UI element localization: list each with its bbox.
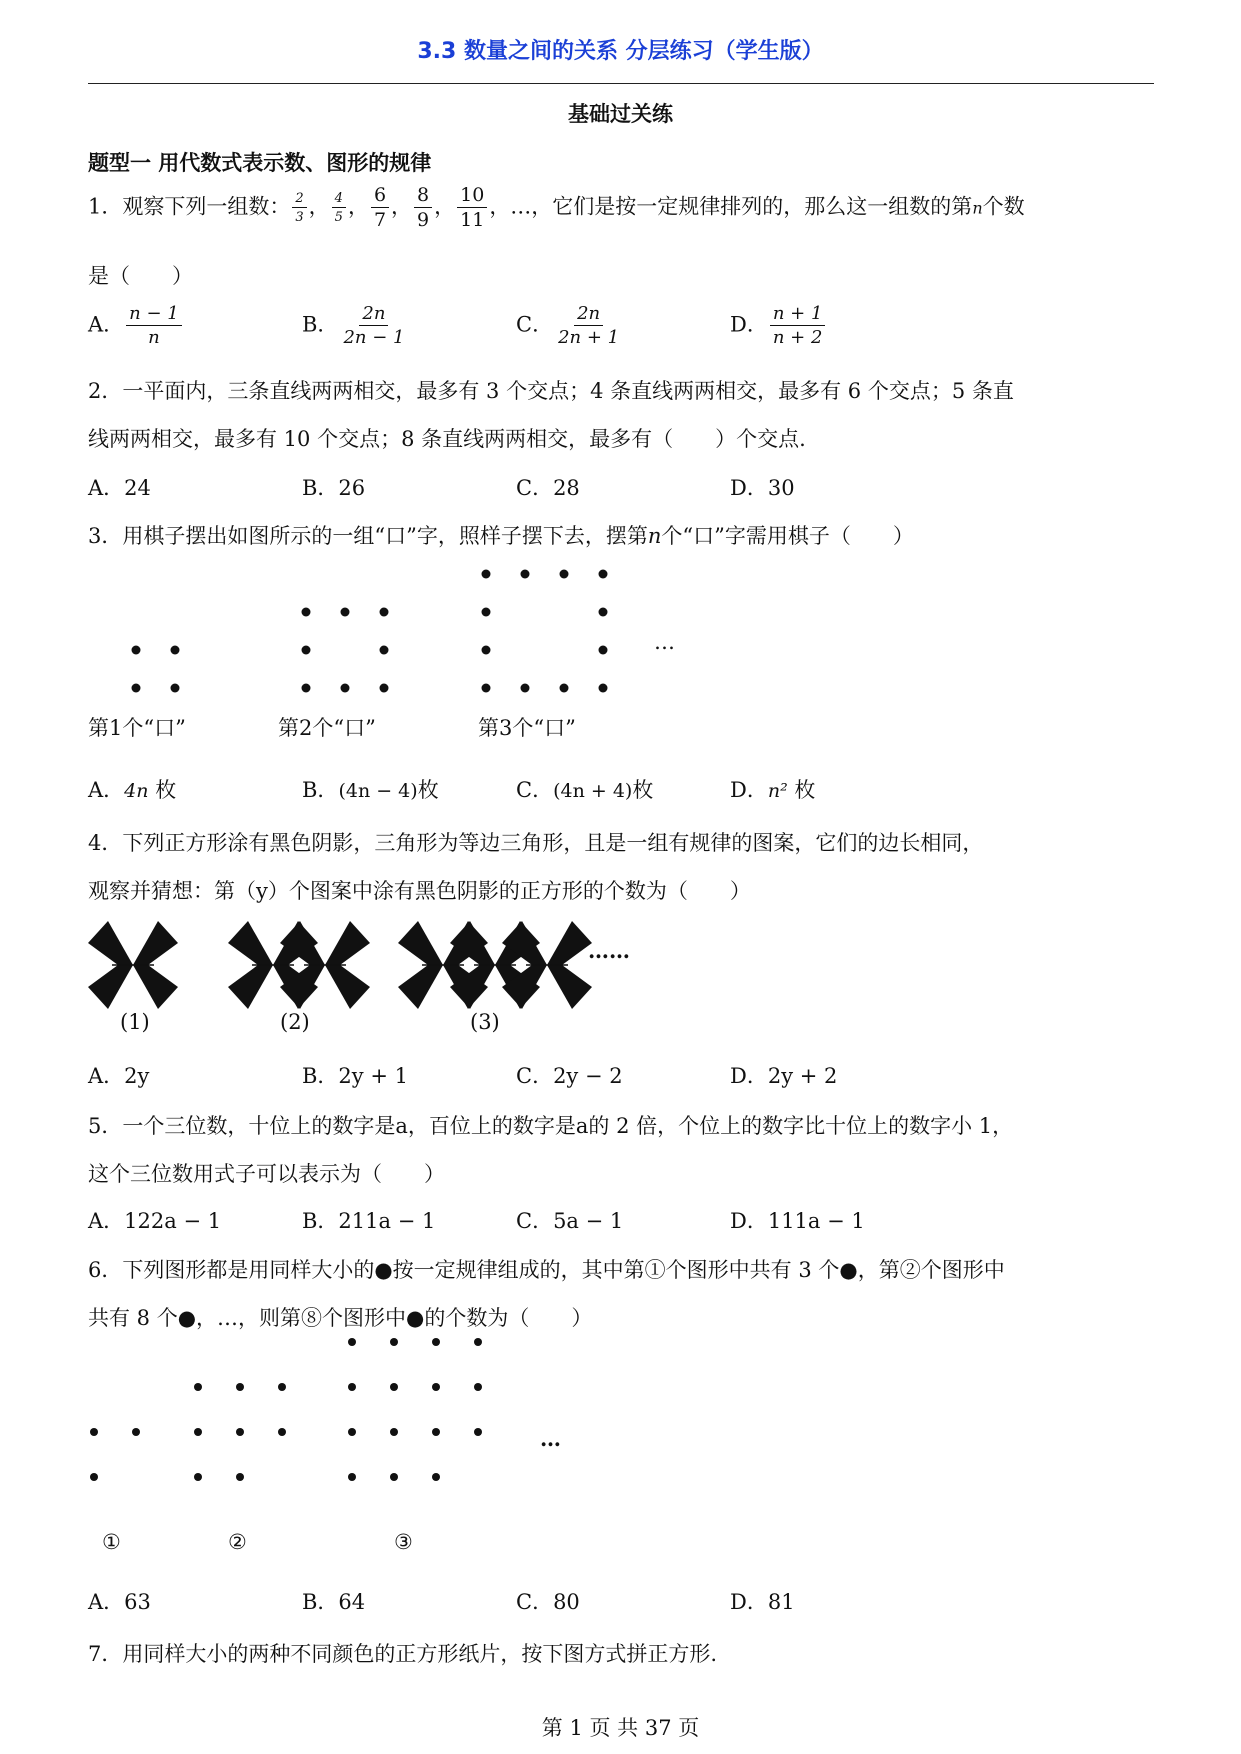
chess-piece-dot xyxy=(599,608,608,617)
chess-piece-dot xyxy=(560,684,569,693)
pattern-dot xyxy=(348,1428,356,1436)
q2-stem-line1: 2．一平面内，三条直线两两相交，最多有 3 个交点；4 条直线两两相交，最多有 6 个交点；5 条直 xyxy=(88,379,1014,403)
q4-option-c[interactable]: C．2y − 2 xyxy=(516,1064,623,1088)
pattern-dot xyxy=(348,1473,356,1481)
q3-caption-1: 第1个“口” xyxy=(88,716,186,740)
q5-stem-line1: 5．一个三位数，十位上的数字是a，百位上的数字是a的 2 倍，个位上的数字比十位上的数字小 1， xyxy=(88,1114,1014,1138)
q3-option-a[interactable]: A．4n 枚 xyxy=(88,778,177,802)
q7-stem: 7．用同样大小的两种不同颜色的正方形纸片，按下图方式拼正方形. xyxy=(88,1642,718,1666)
chess-piece-dot xyxy=(302,608,311,617)
chess-piece-dot xyxy=(521,570,530,579)
pattern-dot xyxy=(432,1473,440,1481)
chess-piece-dot xyxy=(521,684,530,693)
chess-piece-dot xyxy=(341,608,350,617)
q5-option-b[interactable]: B．211a − 1 xyxy=(302,1209,436,1233)
pattern-dot xyxy=(278,1428,286,1436)
q5-option-d[interactable]: D．111a − 1 xyxy=(730,1209,865,1233)
q1-fraction-3: $\frac{6}{7}$ xyxy=(371,186,389,230)
q6-ellipsis: … xyxy=(540,1426,561,1451)
q5-option-c[interactable]: C．5a − 1 xyxy=(516,1209,624,1233)
q2-option-b[interactable]: B．26 xyxy=(302,476,366,500)
pattern-dot xyxy=(90,1473,98,1481)
q2-option-d[interactable]: D．30 xyxy=(730,476,795,500)
pattern-dot xyxy=(194,1473,202,1481)
chess-piece-dot xyxy=(380,684,389,693)
pattern-dot xyxy=(278,1383,286,1391)
chess-piece-dot xyxy=(341,684,350,693)
pattern-dot xyxy=(432,1428,440,1436)
q3-option-b[interactable]: B．(4n − 4)枚 xyxy=(302,778,439,802)
q1-text-before: 1．观察下列一组数： xyxy=(88,194,291,219)
pattern-dot xyxy=(390,1338,398,1346)
q3-caption-3: 第3个“口” xyxy=(478,716,576,740)
chess-piece-dot xyxy=(302,684,311,693)
q3-option-c[interactable]: C．(4n + 4)枚 xyxy=(516,778,654,802)
q1-text-after: ，…，它们是按一定规律排列的，那么这一组数的第 xyxy=(489,194,973,219)
q6-option-b[interactable]: B．64 xyxy=(302,1590,366,1614)
q6-figure xyxy=(80,1332,600,1502)
q3-option-d[interactable]: D．n² 枚 xyxy=(730,778,816,802)
q6-option-d[interactable]: D．81 xyxy=(730,1590,795,1614)
chess-piece-dot xyxy=(482,608,491,617)
q4-option-b[interactable]: B．2y + 1 xyxy=(302,1064,408,1088)
page-footer: 第 1 页 共 37 页 xyxy=(541,1716,700,1740)
q1-option-d[interactable]: D． $\frac{n + 1}{n + 2}$ xyxy=(730,305,827,347)
q1-fraction-5: $\frac{10}{11}$ xyxy=(457,186,487,230)
pattern-dot xyxy=(194,1428,202,1436)
pattern-dot xyxy=(236,1383,244,1391)
chess-piece-dot xyxy=(171,646,180,655)
question-type-heading: 题型一 用代数式表示数、图形的规律 xyxy=(88,151,432,175)
q1-fraction-2: $\frac{4}{5}$ xyxy=(332,192,346,224)
q4-option-d[interactable]: D．2y + 2 xyxy=(730,1064,838,1088)
q3-stem: 3．用棋子摆出如图所示的一组“口”字，照样子摆下去，摆第n个“口”字需用棋子（ ） xyxy=(88,524,914,548)
q4-ellipsis: …… xyxy=(588,938,630,963)
pattern-dot xyxy=(348,1338,356,1346)
pattern-dot xyxy=(236,1428,244,1436)
pattern-dot xyxy=(194,1383,202,1391)
chess-piece-dot xyxy=(599,646,608,655)
q4-stem-line1: 4．下列正方形涂有黑色阴影，三角形为等边三角形，且是一组有规律的图案，它们的边长相同， xyxy=(88,831,984,855)
q4-figure xyxy=(88,917,658,1013)
chess-piece-dot xyxy=(482,684,491,693)
q6-option-a[interactable]: A．63 xyxy=(88,1590,151,1614)
pattern-dot xyxy=(236,1473,244,1481)
chess-piece-dot xyxy=(560,570,569,579)
pattern-dot xyxy=(390,1383,398,1391)
q2-option-c[interactable]: C．28 xyxy=(516,476,580,500)
q6-caption-3: ③ xyxy=(394,1530,413,1554)
q6-caption-1: ① xyxy=(102,1530,121,1554)
shaded-squares-pattern-1 xyxy=(88,921,178,1009)
q1-fraction-4: $\frac{8}{9}$ xyxy=(414,186,432,230)
pattern-dot xyxy=(90,1428,98,1436)
q4-caption-1: (1) xyxy=(120,1010,150,1034)
q6-caption-2: ② xyxy=(228,1530,247,1554)
q1-text-end: 个数 xyxy=(982,194,1025,219)
chess-piece-dot xyxy=(380,608,389,617)
q4-option-a[interactable]: A．2y xyxy=(88,1064,150,1088)
pattern-dot xyxy=(432,1383,440,1391)
section-title: 基础过关练 xyxy=(568,102,673,126)
q2-stem-line2: 线两两相交，最多有 10 个交点；8 条直线两两相交，最多有（ ）个交点. xyxy=(88,427,806,451)
q5-option-a[interactable]: A．122a − 1 xyxy=(88,1209,222,1233)
q1-option-a[interactable]: A． $\frac{n - 1}{n}$ xyxy=(88,305,184,347)
q1-option-c[interactable]: C． $\frac{2n}{2n + 1}$ xyxy=(516,303,620,348)
q3-figure xyxy=(88,560,728,700)
pattern-dot xyxy=(474,1428,482,1436)
q6-option-c[interactable]: C．80 xyxy=(516,1590,580,1614)
q1-fraction-1: $\frac{2}{3}$ xyxy=(292,192,306,224)
q4-stem-line2: 观察并猜想：第（y）个图案中涂有黑色阴影的正方形的个数为（ ） xyxy=(88,879,751,903)
pattern-dot xyxy=(432,1338,440,1346)
q1-option-b[interactable]: B． $\frac{2n}{2n - 1}$ xyxy=(302,303,405,348)
chess-piece-dot xyxy=(482,646,491,655)
pattern-dot xyxy=(132,1428,140,1436)
chess-piece-dot xyxy=(599,570,608,579)
chess-piece-dot xyxy=(380,646,389,655)
q1-stem: 1．观察下列一组数： $\frac{2}{3}$ ， $\frac{4}{5}$ ， $\frac{6}{7}$ ， $\frac{8}{9}$ ， $\frac{10}{11}$ ，…，它们是按一定规律排列的，那么这一组数的第n个数 xyxy=(88,184,1025,231)
q6-stem-line2: 共有 8 个●，…，则第⑧个图形中●的个数为（ ） xyxy=(88,1306,593,1330)
q4-caption-3: (3) xyxy=(470,1010,500,1034)
q4-caption-2: (2) xyxy=(280,1010,310,1034)
pattern-dot xyxy=(390,1428,398,1436)
header-divider xyxy=(88,83,1154,84)
pattern-dot xyxy=(390,1473,398,1481)
chess-piece-dot xyxy=(302,646,311,655)
q6-stem-line1: 6．下列图形都是用同样大小的●按一定规律组成的，其中第①个图形中共有 3 个●，第②个图形中 xyxy=(88,1258,1005,1282)
chess-piece-dot xyxy=(132,684,141,693)
q1-var-n: n xyxy=(972,198,983,218)
document-header-title: 3.3 数量之间的关系 分层练习（学生版） xyxy=(417,39,824,64)
chess-piece-dot xyxy=(132,646,141,655)
q2-option-a[interactable]: A．24 xyxy=(88,476,151,500)
q5-stem-line2: 这个三位数用式子可以表示为（ ） xyxy=(88,1162,445,1186)
pattern-dot xyxy=(474,1383,482,1391)
pattern-dot xyxy=(474,1338,482,1346)
q1-stem-line2: 是（ ） xyxy=(88,264,193,288)
chess-piece-dot xyxy=(171,684,180,693)
q3-caption-2: 第2个“口” xyxy=(278,716,376,740)
chess-piece-dot xyxy=(599,684,608,693)
q3-ellipsis: … xyxy=(654,630,675,654)
pattern-dot xyxy=(348,1383,356,1391)
chess-piece-dot xyxy=(482,570,491,579)
